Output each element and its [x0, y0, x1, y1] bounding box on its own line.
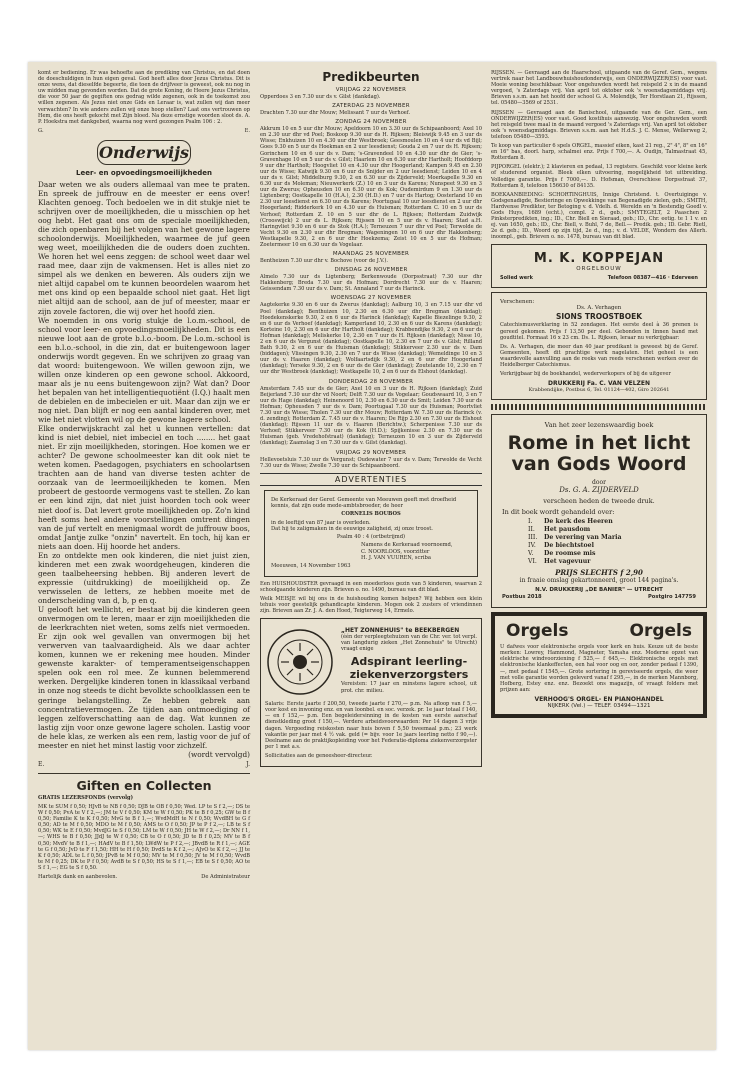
schedule-day: ZONDAG 24 NOVEMBER Akkrum 10 en 5 uur dhr Mouw; Apeldoorn 10 en 3.30 uur ds Schipaanboord; Axel 10 en 2.30 uur dhr vd Poel; Boskoop 9.30 uur ds H. Rijksen; Bleiswijk 9.45 en 3 uur ds Wisse; Enkhuizen 10 en 4.30 uur dhr Westbroek; Geesmoulen 10 en 4 uur ds vd Bijl; Goes 9.30 en 5 uur ds Hoekman en 2 uur leesdienst; Gouda 2 en 7 uur ds H. Rijksen; Gorinchem 10 en 6 uur ds v. Dam; 's-Gravendeel 10 en 4.30 uur dhr de Gier; 's-Gravenhage 10 en 5 uur ds v. Gilst; Haarlem 10 en 6.30 uur dhr Hartholt; Hoofddorp 9 uur dhr Hartholt; Hoogvliet 10 en 4.30 uur dhr Hoogerland; Kampen 9.45 en 2.30 uur ds Wisse; Katwijk 9.30 en 6 uur ds Snijder en 2 uur leesdienst; Leiden 10 en 4 uur ds v. Gilst; Middelburg 9.30, 2 en 6.30 uur ds Zijderveld; Moerkapelle 9.30 en 6.30 uur ds Moleman; Nieuwerkerk (Z.) 10 en 3 uur ds Karens; Nunspeet 9.30 en 3 uur ds Zwerus; Opheusden 10 en 6.30 uur ds Kok; Oudemirdum 9 en 1.30 uur ds Ligtenberg; Oostkapelle 10 (H.A.), 2.30 (H.D.) en 7 uur ds Hartog; Oosterland 10 en 2.30 uur leesdienst en 6.30 uur ds Karens; Poortugaal 10 uur leesdienst en 2 uur dhr Hoogerland; Ridderkerk 10 en 4.30 uur ds Huisman; Rotterdam C. 10 en 5 uur ds Verhoef; Rotterdam Z. 10 en 5 uur dhr de L. Rijksen; Rotterdam Zuidwijk (Crooswijck) 2 uur ds L. Rijksen; Rijssen 10 en 5 uur ds v. Haaren; Stad a.H. Haringvliet 9.30 en 6 uur ds Stok (H.A.); Terneuzen 7 uur dhr vd Poel; Terwolde de Vecht 9.30 en 2.30 uur dhr Bregman; Wageningen 10 en 6 uur dhr Hakkenberg; Westkapelle 9.30, 2 en 6 uur dhr Hoekzema; Zeist 10 en 5 uur ds Hofman; Zoetermeer 10 en 6.30 uur ds Vogelaar. — [260, 119, 482, 248]
obituary-name: CORNELIS BOUBOS — [341, 511, 401, 518]
list-item: V. De roomse mis — [528, 550, 596, 558]
predikbeurten-title: Predikbeurten — [322, 70, 420, 84]
giften-subtitle: GRATIS LEZERSFONDS (vervolg) — [38, 794, 133, 801]
article-paragraph: Daar weten we als ouders allemaal van mee te praten. En spreek de juffrouw en de meester er eens over! Klachten genoeg. Toch bedoelen we in dit stukje niet te schrijven over de moeilijkheden, die u misschien op het oog hebt. Het gaat ons om de speciale moeilijkheden, die zich openbaren bij het volgen van het gewone lagere schoolonderwijs. Moeilijkheden, waarmee de juf geen weg weet, moeilijkheden die de ouders doen zuchten. We horen het wel eens zeggen: de school weet daar wel raad mee, daar zijn de vakmensen. Het is alles niet zo simpel als we denken en beweren. Als ouders zijn we niet altijd capabel om te kunnen beoordelen waarom het met ons kind op een bepaalde school niet gaat. Het ligt niet altijd aan de school, aan de juf of meester, maar er zijn zovele factoren, die wij over het hoofd zien. — [38, 179, 250, 316]
article-paragraph: En zo ontdekte men ook kinderen, die niet juist zien, kinderen met een zwak woordgeheugen, kinderen die geen taalbeheersing hebben. Bij anderen levert de expressie (uitdrukking) de moeilijkheid op. Ze verwisselen de letters, ze hebben moeite met de onderscheiding van d, b, p en q. — [38, 550, 250, 605]
list-item: I. De kerk des Heeren — [528, 518, 613, 526]
schedule-day: DONDERDAG 28 NOVEMBER Amsterdam 7.45 uur ds de Gier; Axel 10 en 3 uur ds H. Rijksen (dankdag); Zuid Beijerland 7.30 uur dhr vd Noort; Delft 7.30 uur ds Vogelaar; Goudswaard 10, 3 en 7 uur ds Hage (dankdag); Heinenoord 10, 2.30 en 6.30 uur ds Smit; Leiden 7.30 uur ds Hofman; Opheusden 7 uur ds v. Dam; Poortugaal 7.30 uur ds Huisman; Poortvliet 7.30 uur ds Wisse; Tholen 7.30 uur dhr Mouw; Rotterdam W. 7.30 uur ds Harinck (v. d. zending); Rotterdam Z. 7.45 uur ds v. Haaren; De Rijp 2.30 en 7.30 uur ds Elshout (dankdag); Rijssen 11 uur ds v. Haaren (Berichtw.); Scherpenisse 7.30 uur ds Verhoef; Stikkerveer 7.30 uur ds Kok (H.D.); Spijkenisse 2.30 en 7.30 uur ds Huisman (geb. Vredehofstraat) (dankdag); Terneuzen 10 en 3 uur ds Zijderveld (dankdag); Zaamslag 3 en 7.30 uur ds v. Gilst (dankdag). — [260, 378, 482, 447]
schedule-day: MAANDAG 25 NOVEMBER Bentheizen 7.30 uur dhr v. Bochove (voor de J.V.). — [260, 251, 410, 265]
rome-title: Rome in het licht van Gods Woord — [507, 432, 691, 476]
column-right — [491, 70, 707, 722]
obituary-notice: De Kerkeraad der Geref. Gemeente van Meeuwen geeft met droefheid kennis, dat zijn oude mede-ambtsbroeder, de heer CORNELIS BOUBOS in de leeftijd van 87 jaar is overleden. Dat hij te zaligmaken in de eeuwige zaligheid, zij onze troost. Psalm 40 : 4 (ortbetrijmd) Namens de Kerkeraad voornoemd, C. NOORLOOS, voorzitter H. J. VAN VUUREN, scriba Meeuwen, 14 November 1963 — [264, 490, 478, 577]
chapter-list — [528, 518, 696, 566]
ad-rijssen-1: RIJSSEN. — Gevraagd aan de Haarschool, uitgaande van de Geref. Gem., wegens vertrek naar het Landbouwhuishoudonderwijs, een ONDERWIJZER(ES) voor vast. Moeie woning beschikbaar. Voor ongehuwden wordt het reispeld 2 x in de maand vergoed, 's Zaterdags vrij. Van april tot oktober ook 's woensdagsmiddags vrij. Brieven s.s.m. aan het hoofd der school G. A. Molendijk, Ter Horstlaan 21, Rijssen, tel. 05480—3569 of 2531. — [491, 70, 707, 107]
article-subtitle: Leer- en opvoedingsmoeilijkheden — [75, 168, 212, 177]
giften-title: Giften en Collecten — [76, 777, 212, 793]
ad-rome-boek: Van het zeer lezenswaardig boek Rome in het licht van Gods Woord door Ds. G. A. ZIJDERVELD verscheen heden de tweede druk. In dit boek wordt gehandeld over: I. De kerk des Heeren II. Het pausdom III. De verering van Maria IV. De biechtstoel V. De roomse mis VI. Het vagevuur PRIJS SLECHTS f 2,90 in fraaie omslag gekartonneerd, groot 144 pagina's. N.V. DRUKKERIJ „DE BANIER" — UTRECHT Postbus 2018 Postgiro 147759 — [491, 414, 707, 608]
zonnehuis-header: „HET ZONNEHUIS" te BEEKBERGEN — [341, 627, 460, 635]
top-article-signature: G. E. — [38, 127, 250, 134]
ad-zonnehuis: „HET ZONNEHUIS" te BEEKBERGEN (één der verpleegtehuizen van de Chr. ver. tot verpl. van langdurig zieken „Het Zonnehuis" te Utrecht) vraagt enige Adspirant leerling-ziekenverzorgsters Vereisten: 17 jaar en minstens lagere school, uit prot. chr. milieu. Salaris: Eerste jaarte f 200,50, tweede jaarte f 270,— p.m. Na afloop van f 5,— voor kost en inwoning enz. en van loonbel. en soc. verzek. pr. 1e jaar totaal f 140,— en f 152,— p.m. Een begeleidersinning in de kosten van eerste aanschaf dienstkleding groot f 150,—. Verdere arbeidsvoorwaarden: Per 14 dagen 3 vrije dagen. Vergoeding reiskosten naar huis boven f 5,50 tweemaal p.m.; 23 werk vakantie per jaar met 4 ½ vak. geld (= bijv. voor 1e jaars leerling netto f 90,—). Deelname aan de praktijkopleiding voor het Federatie-diploma ziekenverzorgster per 1 met a.s. Sollicitaties aan de geneesheer-directeur. — [260, 618, 482, 767]
ad-pijporgel: PIJPORGEL (elektr.); 2 klavieren en pedaal, 13 registers. Geschikt voor kleine kerk of studerend organist. Bleek elken uitvoering, mogelijkheid tot uitbreiding. Volledige garantie. Prijs f 7000,—. D. Hofsman, Overschiese Dorpsstraat 37, Rotterdam 8, telefoon 156630 of 84135. — [491, 164, 707, 189]
column-middle — [260, 70, 482, 771]
ad-sions-troostboek: Verschenen: Ds. A. Verhagen SIONS TROOSTBOEK Catechismusverklaring in 52 zondagen. Het eerste deel à 36 prenen is gereed gekomen. Prijs f 13,50 per deel. Gebonden in linnen band met goudtitel. Formaat 16 x 23 cm. Ds. L. Rijksen, leraar nu verkrijgbaar: Ds. A. Verhagen, die meer dan 40 jaar predikant is geweest bij de Geref. Gemeenten, heeft dit prachtige werk nagelaten. Het geheel is een waardevolle aanvulling aan de reeks van reeds verschenen werken over de Heidelberger Catechismus. Verkrijgbaar bij de boekhandel, wederverkopers of bij de uitgever DRUKKERIJ Fa. C. VAN VELZEN Krabbendijke, Postbus 6, Tel. 01124—402, Giro 202641 — [491, 292, 707, 400]
list-item: VI. Het vagevuur — [528, 558, 591, 566]
list-item: IV. De biechtstoel — [528, 542, 594, 550]
schedule-day: WOENSDAG 27 NOVEMBER Aagtekerke 9.30 en 6 uur ds Zwerus (dankdag); Aalburg 10, 3 en 7.15 uur dhr vd Poel (dankdag); Benthuizen 10, 2.30 en 6.30 uur dhr Bregman (dankdag); Hoedekenskerke 9.30, 2 en 6 uur ds Harinck (dankdag); Kapelle Biezelinge 9.30, 2 en 6 uur ds Verhoef (dankdag); Kamperland 10, 2.30 en 6 uur ds Karens (dankdag); Korteine 10, 2.30 en 6 uur dhr Hartholt (dankdag); Krabbendijke 9.30, 2 en 6 uur ds Hofman (dankdag); Meliskerke 10, 2.30 en 7 uur ds H. Rijksen (dankdag); Nisse 10, 2 en 6 uur ds Vergunst (dankdag); Oostkapelle 10, 2.30 en 7 uur ds v. Gilst; Rilland Bath 9.30, 2 en 6 uur ds Huisman (dankdag); Stikkerveer 2.30 uur ds v. Dam (biddagen); Vlissingen 9.30, 2.30 en 7 uur ds Wisse (dankdag); Wemeldinge 10 en 3 uur ds v. Haaren (dankdag); Wolfaartsdijk 9.30, 2 en 6 uur dhr Hoogerland (dankdag); Yerseke 9.30, 2 en 6 uur ds de Gier (dankdag); Zoutelande 10, 2.30 en 7 uur dhr Westbroek (dankdag); Westkapelle 10, 2 en 6 uur ds Elshout (dankdag). — [260, 295, 482, 376]
zonnehuis-seal-icon — [265, 627, 335, 697]
ad-boekaanbieding: BOEKAANBIEDING: SCHORTINGHUIS, Innige Christend. t. Overtuiginge v. Godsgenadigde, Bestieringe en Opwekkinge van Begenadigde zielen, geb.; SMITH, Hardvense Predikter, ter Betoging v. d. Vdelh. d. Wereldn en 'n Bestendig Goedl v. Gods Huys, 1689 (echt.), compl. 2 d., geb.; SMYTEGELT, 2 Paaschen 2 Pinksterpredikten, ing.; ID., Chr. Biell en Sieraad, geb.; ID., Chr. eetig. te 1 1 v. en ej. van 1650, geb.; ID., Chr. Biell, v. Buhl, 7 de, Bell.— Predik. geb.; ID. Gebr. Rietl, 2e d. geb.; ID., Woord op zijn tijd, 2e d., ing.; v. d. VELDE, Wondern des Allerh. inoompl., geb. Brieven o. no. 1478, bureau van dit blad. — [491, 191, 707, 241]
top-article-text: komt er bediening. Er was behoefte aan de prediking van Christus, en dat doen de doeschuldigen in hun eigen geval. God heeft alles door Jezus Christus. Dit is onze wens, dat dieselfde begeerte, die toen de drijfveer is geweest, ook nu nog in uw midden mag gevonden worden. Dat de grote Koning, de Heere Jezus Christus, die voor 50 jaar de gegiften ons gedrag wilde zegenen, ook in de toekomst zou willen zegenen. Als Jezus niet onze Gids en Leraar is, wat zullen wij dan meer verwachten? In wie anders zullen wij onze hoop stellen? Laat ons vertrouwen op Hem, die ons heeft gekocht met Zijn bloed. Na deze ernstige woorden sloot ds. A. P. Hoekstra met dankgebed, waarna nog werd gezongen Psalm 106 : 2. — [38, 70, 250, 125]
newspaper-page — [28, 62, 716, 1050]
continued-note: (wordt vervolgd) — [188, 749, 250, 759]
ad-huishoudster: Een HUISHOUDSTER gevraagd in een moederloos gezin van 5 kinderen, waarvan 2 schoolgaande kinderen zijn. Brieven o. no. 1490, bureau van dit blad. — [260, 580, 482, 593]
section-title-onderwijs: Onderwijs — [97, 140, 191, 165]
ad-koppejan: M. K. KOPPEJAN ORGELBOUW Solied werk Telefoon 08387—416 · Ederveen — [491, 244, 707, 288]
article-paragraph: We noemden in ons vorig stukje de l.o.m.-school, de school voor leer- en opvoedingsmoeilijkheden. Dit is een nieuwe loot aan de grote b.l.o.-boom. De l.o.m.-school is een b.l.o.-school, in die zin, dat er buitengewoon lager onderwijs wordt gegeven. En we schrijven zo graag van dat woord: buitengewoon. We willen gewoon zijn, we willen onze kinderen op een gewone school. Akkoord, maar als je nu eens buitengewoon zijn? Wat dan? Door het bepalen van het intelligentiequotiënt (I.Q.) haalt men de debielen en de imbecielen er uit. Maar dan zijn we er nog niet. Dan blijft er nog een aantal kinderen over, met wie het niet vlotten wil op de gewone lagere school. — [38, 315, 250, 425]
article-body — [38, 180, 250, 769]
zonnehuis-headline: Adspirant leerling-ziekenverzorgsters — [349, 655, 469, 682]
list-item: II. Het pausdom — [528, 526, 591, 534]
ad-orgels: Orgels Orgels U dafwes voor elektronische orgels voor kerk en huis. Keuze uit de beste merken: Lowrey, Hammond, Magneter, Yamaha enz. Moderne opzet van elektrische windvoorziening f 525,— f 645,—. Elektronische orgels met elektronische klankeffecten, een hal voor oog en oor, zonder pedaal f 1390,—, met pedaal f 1545,—. Grote sortering in gereviseerde orgels, die weer met volle garantie worden geleverd vanaf f 295,—, in de merken Mannborg, Hofberg, Estey enz. enz. Bezoekt ons magazijn, of vraagt folders met prijzen aan: VERHOOG'S ORGEL- EN PIANOHANDEL NIJKERK (Vel.) — TELEF. 03494—1321 — [491, 612, 707, 718]
divider — [38, 773, 250, 774]
giften-list: MK te SUM f 0,50; HJvB te NB f 0,50; DJB te OB f 0,50; Wed. LP te S f 2,—; DS te W f 0,50; PvA te V f 2,—; JM te V f 0,50; KM te W f 0,50; PK te B f 0,25; GW te B f 0,50; Familie K te K f 0,50; MvG te B f 1,—; WvdMdH te N f 0,50; WvdBH te G f 0,50; AD te M f 0,50; MDO te M f 0,50; AMS te O f 0,50; JP te P f 2,—; LB te S f 0,50; WK te E f 0,50; MvdJG te S f 0,50; LM te W f 0,50; JH te W f 2,—; Dr NN f 1,—; WHS te B f 0,50; JJdJ te W f 0,50; CB te O f 0,50; JD te B f 0,25; MV te B f 0,50; MvdV te B f 1,—; HAdV te B f 1,50; LWdW te P f 2,—; JBvdB te R f 1,—; AGE te G f 0,50; JvD te F f 1,50; HH te H f 0,50; DvdS te K f 2,—; AJvO te K f 2,—; JJ te K f 0,50; ADL te L f 0,50; JPvB te M f 0,50; MV te M f 0,50; JV te M f 0,50; WvdB te M f 0,25; DK te P f 0,50; AvdB te S f 0,50; HS te S f 1,—; EB te S f 0,50; AO te S f 1,—; EG te S f 0,50. — [38, 803, 250, 871]
giften-footer: Hartelijk dank en aanbevolen. De Administrateur — [38, 874, 250, 881]
list-item: III. De verering van Maria — [528, 534, 622, 542]
advertenties-header: ADVERTENTIES — [260, 473, 482, 486]
schedule-day: VRIJDAG 29 NOVEMBER Hellevoetsluis 7.30 uur ds Vergunst; Oudewater 7 uur ds v. Dam; Terwolde de Vecht 7.30 uur ds Wisse; Zwolle 7.30 uur ds Schipaanboord. — [260, 449, 482, 469]
ad-orgel-te-koop: Te koop van particulier 6 spels ORGEL, massief eiken, kast 21 reg., 2" 4", 8" en 16" en 16" bas, doorl. harp, schalmei enz. Prijs f 700,—. A. Oudijn, Talmastraat 45, Rotterdam 8. — [491, 143, 707, 162]
rome-price: PRIJS SLECHTS f 2,90 — [555, 568, 643, 578]
article-paragraph: U gelooft het wellicht, er bestaat bij die kinderen geen onvermogen om te leren, maar er zijn moeilijkheden die de leerkrachten niet weten, soms zelfs niet vermoeden. Er zijn ook wel gevallen van onvermogen bij het verwerven van taalvaardigheid. Als we daar achter komen, kunnen we er rekening mee houden. Minder gewenste karakter- of temperamentseigenschappen spelen ook een rol mee. Ze kunnen belemmerend werken. Dergelijke kinderen tonen in klassikaal verband in onze nog steeds te dicht bevolkte schoolklassen een te geringe belangstelling. Ze hebben gebrek aan concentratievermogen. Ze tijden aan ontmoediging of leggen zelfoverschatting aan de dag. Wat kunnen ze lastig zijn voor onze gewone lagere scholen. Lastig voor de hele klas, ze werken als een rem, lastig voor de juf of meester en niet het minst lastig voor zichzelf. — [38, 605, 250, 750]
ad-meisje: Welk MEISJE wil bij ons in de huishouding komen helpen? Wij hebben een klein tehuis voor geestelijk gehandicapte kinderen. Mogen ook 2 zusters of vriendinnen zijn. Brieven aan Zr. J. A. den Hoed, Teigterweg 14, Ermelo. — [260, 595, 482, 615]
schedule-day: ZATERDAG 23 NOVEMBER Drachten 7.30 uur dhr Mouw; Melissant 7 uur ds Verhoef. — [260, 103, 411, 117]
schedule-day: DINSDAG 26 NOVEMBER Almelo 7.30 uur ds Ligtenberg; Berkenwoude (Dorpsstraat) 7.30 uur dhr Hakkenberg; Breda 7.30 uur ds Hofman; Dordrecht 7.30 uur ds v. Haaren; Geissendam 7.30 uur ds v. Dam; St. Annaland 7 uur ds Harinck. — [260, 267, 482, 293]
ad-rijssen-2: RIJSSEN — Gevraagd aan de Banischool, uitgaande van de Ger. Gem., een ONDERWIJZER(ES) voor vast. Goed kostihuis aanwezig. Voor ongehuwden wordt het reisgeld twee maal in de maand vergoed 's Zaterdags vrij. Van april tot oktober ook 's woensdagmiddags. Brieven s.s.m. aan het H.d.S. J. C. Mense, Wellerweg 2, telefoon 05480—3593. — [491, 109, 707, 140]
column-left — [38, 70, 250, 881]
divider — [491, 404, 707, 410]
article-signature: E. J. — [38, 760, 250, 768]
schedule-day: VRIJDAG 22 NOVEMBER Opperdoes 3 en 7.30 uur ds v. Gilst (dankdag). — [260, 87, 407, 100]
article-paragraph: Elke onderwijskracht zal het u kunnen vertellen: dat kind is niet debiel, niet imbeciel en toch ........ het gaat niet. Er zijn moeilijkheden, storingen. Hoe komen we er achter? De gewone schoolmeester kan dit ook niet te weten komen. Paedagogen, psychiaters en schoolartsen trachten aan de hand van diverse testen achter de oorzaak van de leermoeilijkheden te komen. Men probeert de gestoorde vermogens vast te stellen. Zo kan er een kind zijn, dat niet juist hoorden toch ook weer niet doof is. Dat levert grote moeilijkheden op. Zo'n kind heeft soms heel andere voorstellingen omtrent dingen van de juf vertelt en menigmaal wordt de juffrouw boos, omdat Jantje zulke "onzin" navertelt. En toch, hij kan er niets aan doen. Hij hoorde het anders. — [38, 424, 250, 551]
